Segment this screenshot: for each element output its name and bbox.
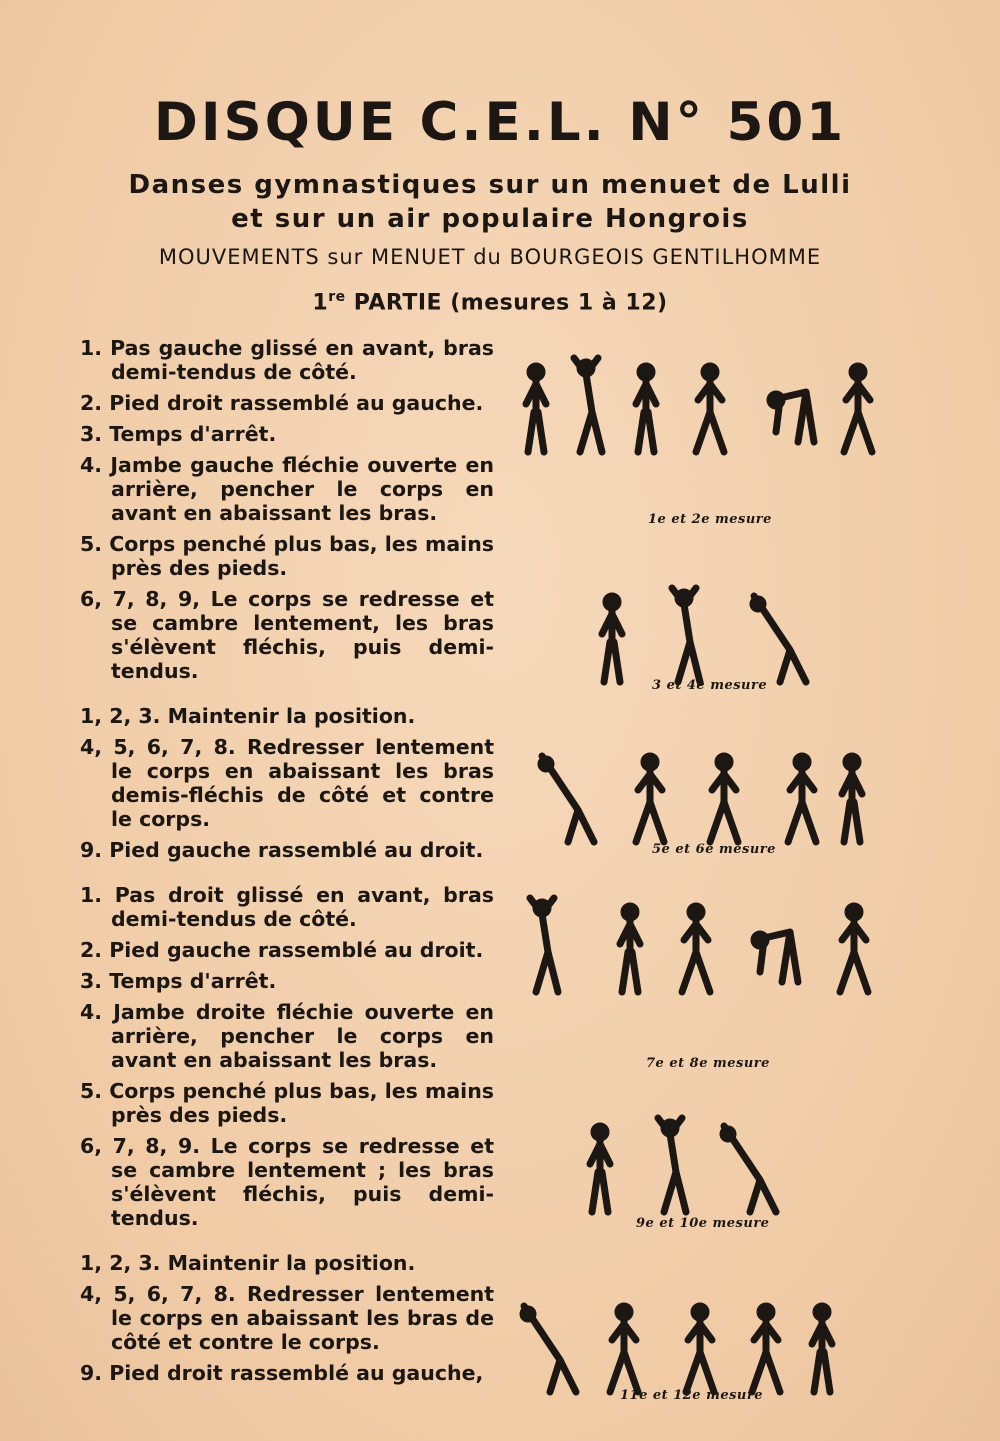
instruction-number: 2. <box>80 938 103 962</box>
instruction-text: Corps penché plus bas, les mains près des pieds. <box>109 532 495 580</box>
instruction-item <box>80 1282 494 1354</box>
instruction-number: 1, 2, 3. <box>80 1251 161 1275</box>
instruction-item <box>80 969 494 993</box>
instruction-item <box>80 336 494 384</box>
instruction-text: Temps d'arrêt. <box>109 422 277 446</box>
instruction-item <box>80 1000 494 1072</box>
instruction-number: 6, 7, 8, 9. <box>80 1134 200 1158</box>
instruction-number: 4, 5, 6, 7, 8. <box>80 735 236 759</box>
instruction-number: 1. <box>80 336 103 360</box>
dance-figures-illustration <box>500 320 900 1420</box>
instruction-item <box>80 883 494 931</box>
instruction-item <box>80 735 494 831</box>
instruction-number: 1, 2, 3. <box>80 704 161 728</box>
instruction-number: 5. <box>80 532 103 556</box>
instruction-item <box>80 532 494 580</box>
instruction-item <box>80 422 494 446</box>
page-title: DISQUE C.E.L. N° 501 <box>153 92 847 153</box>
instruction-text: Redresser lentement le corps en abaissant les bras demis-fléchis de côté et contre le corps. <box>111 735 494 831</box>
instruction-number: 3. <box>80 422 103 446</box>
figure-caption: 1e et 2e mesure <box>648 512 772 527</box>
instruction-item <box>80 1361 494 1385</box>
instruction-text: Pas gauche glissé en avant, bras demi-tendus de côté. <box>110 336 495 384</box>
instruction-item <box>80 391 494 415</box>
instruction-text: Maintenir la position. <box>167 704 416 728</box>
instruction-text: Pied droit rassemblé au gauche, <box>109 1361 484 1385</box>
instruction-text: Pied gauche rassemblé au droit. <box>109 938 484 962</box>
instruction-number: 4. <box>80 453 103 477</box>
instruction-item <box>80 587 494 683</box>
partie-text: PARTIE (mesures 1 à 12) <box>345 290 668 316</box>
instruction-item <box>80 1079 494 1127</box>
instruction-item <box>80 453 494 525</box>
instruction-item <box>80 1251 494 1275</box>
instruction-item <box>80 838 494 862</box>
instruction-number: 3. <box>80 969 103 993</box>
instruction-number: 4. <box>80 1000 103 1024</box>
partie-ordinal: 1 <box>312 290 329 316</box>
instruction-number: 4, 5, 6, 7, 8. <box>80 1282 236 1306</box>
instruction-text: Le corps se redresse et se cambre lentement, les bras s'élèvent fléchis, puis demi-tendus. <box>111 587 494 683</box>
instruction-item <box>80 704 494 728</box>
instruction-item <box>80 1134 494 1230</box>
instruction-text: Jambe droite fléchie ouverte en arrière, pencher le corps en avant en abaissant les bras. <box>111 1000 495 1072</box>
figure-caption: 11e et 12e mesure <box>620 1388 763 1403</box>
instruction-number: 9. <box>80 1361 103 1385</box>
instructions-list <box>80 336 494 1392</box>
instruction-text: Corps penché plus bas, les mains près des pieds. <box>109 1079 495 1127</box>
figure-caption: 9e et 10e mesure <box>636 1216 770 1231</box>
instruction-number: 1. <box>80 883 103 907</box>
instruction-text: Redresser lentement le corps en abaissant les bras de côté et contre le corps. <box>111 1282 494 1354</box>
instruction-number: 9. <box>80 838 103 862</box>
instruction-item <box>80 938 494 962</box>
instruction-number: 6, 7, 8, 9, <box>80 587 200 611</box>
instruction-text: Temps d'arrêt. <box>109 969 277 993</box>
figure-caption: 5e et 6e mesure <box>652 842 776 857</box>
partie-heading <box>0 289 980 315</box>
instruction-number: 5. <box>80 1079 103 1103</box>
figure-caption: 3 et 4e mesure <box>652 678 768 693</box>
figure-caption: 7e et 8e mesure <box>646 1056 770 1071</box>
instruction-number: 2. <box>80 391 103 415</box>
movements-heading: MOUVEMENTS sur MENUET du BOURGEOIS GENTILHOMME <box>158 245 822 269</box>
instruction-text: Le corps se redresse et se cambre lentement ; les bras s'élèvent fléchis, puis demi-tendus. <box>111 1134 494 1230</box>
instruction-text: Maintenir la position. <box>167 1251 416 1275</box>
instruction-text: Pied gauche rassemblé au droit. <box>109 838 484 862</box>
instruction-text: Pas droit glissé en avant, bras demi-tendus de côté. <box>111 883 495 931</box>
subtitle-line-1: Danses gymnastiques sur un menuet de Lulli <box>128 170 852 200</box>
instruction-text: Pied droit rassemblé au gauche. <box>109 391 484 415</box>
subtitle-line-2: et sur un air populaire Hongrois <box>231 204 749 234</box>
partie-ordinal-suffix: re <box>328 289 346 305</box>
instruction-text: Jambe gauche fléchie ouverte en arrière, pencher le corps en avant en abaissant les bras. <box>110 453 495 525</box>
